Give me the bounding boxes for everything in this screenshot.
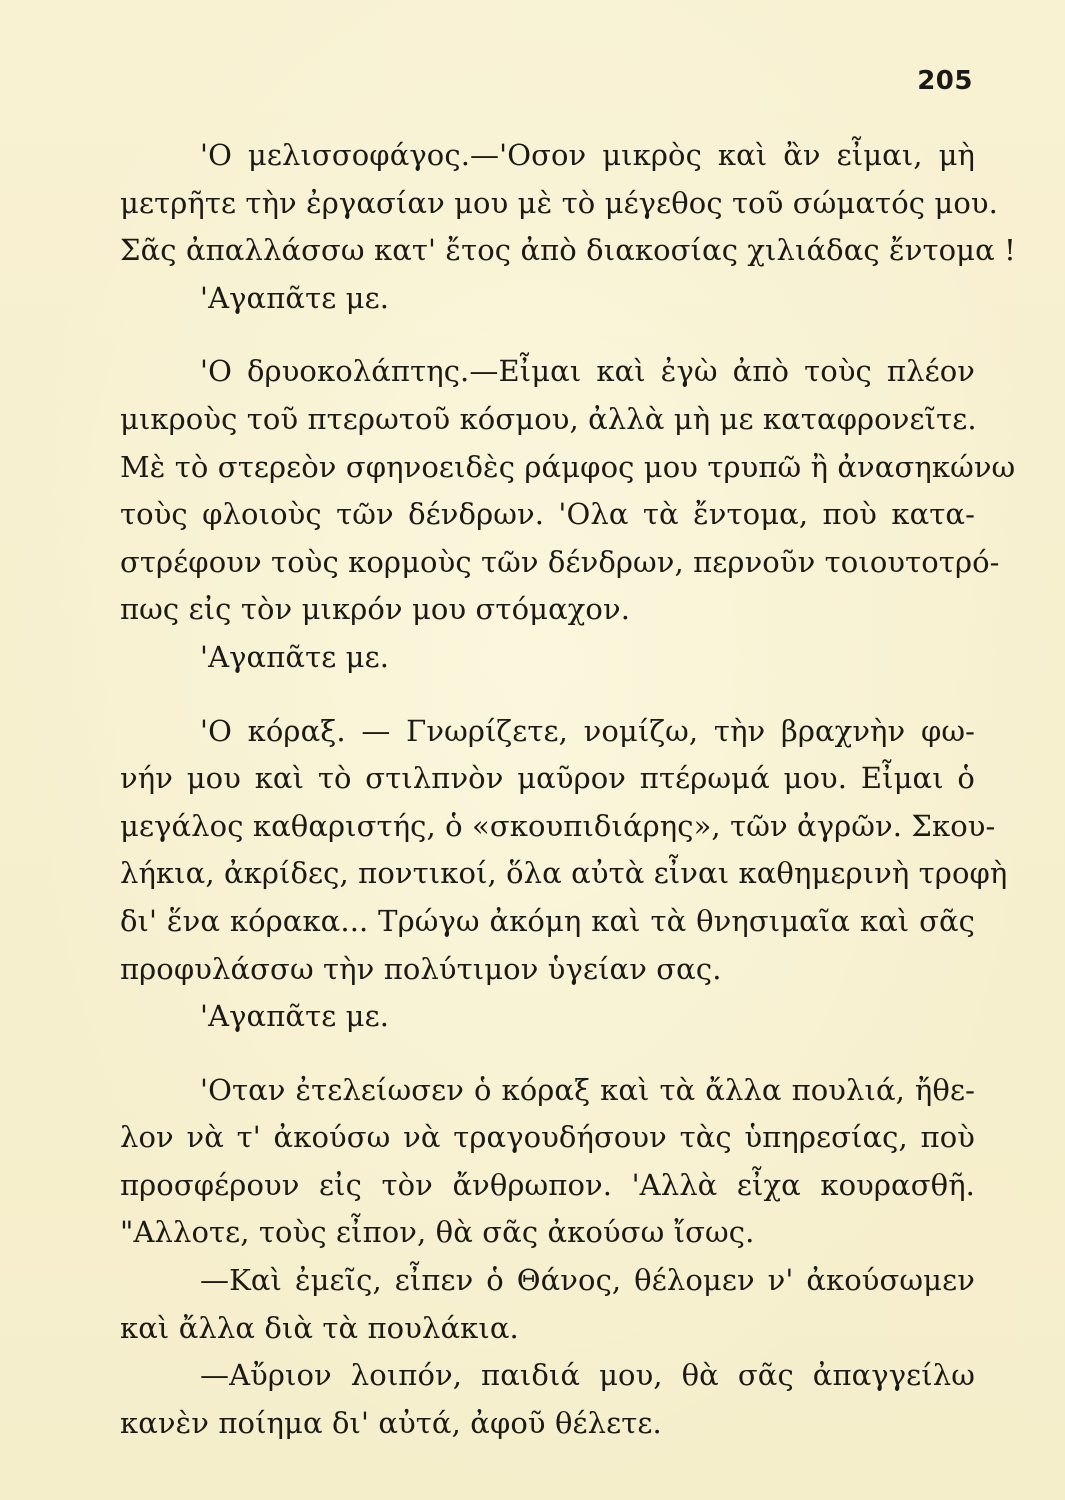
text-line: τοὺς φλοιοὺς τῶν δένδρων. 'Ολα τὰ ἔντομα, ποὺ κατα-	[120, 497, 975, 532]
text-line: στρέφουν τοὺς κορμοὺς τῶν δένδρων, περνοῦν τοιουτοτρό-	[120, 544, 1000, 579]
text-line: 'Αγαπᾶτε με.	[200, 999, 390, 1034]
text-line: —Καὶ ἐμεῖς, εἶπεν ὁ Θάνος, θέλομεν ν' ἀκούσωμεν	[200, 1263, 975, 1298]
text-line: Σᾶς ἀπαλλάσσω κατ' ἔτος ἀπὸ διακοσίας χιλιάδας ἔντομα !	[120, 233, 1016, 268]
paragraph-gap	[120, 682, 975, 708]
text-line: μεγάλος καθαριστής, ὁ «σκουπιδιάρης», τῶν ἀγρῶν. Σκου-	[120, 808, 996, 843]
text-line: προσφέρουν εἰς τὸν ἄνθρωπον. 'Αλλὰ εἶχα κουρασθῆ.	[120, 1167, 975, 1202]
text-line: 'Αγαπᾶτε με.	[200, 639, 390, 674]
text-line: δι' ἕνα κόρακα... Τρώγω ἀκόμη καὶ τὰ θνησιμαῖα καὶ σᾶς	[120, 903, 975, 938]
text-line: καὶ ἄλλα διὰ τὰ πουλάκια.	[120, 1310, 519, 1345]
text-line: Μὲ τὸ στερεὸν σφηνοειδὲς ράμφος μου τρυπῶ ἢ ἀνασηκώνω	[120, 449, 1016, 484]
text-line: προφυλάσσω τὴν πολύτιμον ὑγείαν σας.	[120, 951, 722, 986]
text-line: 'Ο μελισσοφάγος.—'Οσον μικρὸς καὶ ἂν εἶμαι, μὴ	[200, 138, 975, 172]
text-line: —Αὔριον λοιπόν, παιδιά μου, θὰ σᾶς ἀπαγγείλω	[200, 1358, 975, 1393]
text-line: λον νὰ τ' ἀκούσω νὰ τραγουδήσουν τὰς ὑπηρεσίας, ποὺ	[120, 1120, 975, 1155]
text-line: πως εἰς τὸν μικρόν μου στόμαχον.	[120, 592, 631, 627]
page-number: 205	[917, 66, 973, 96]
page-text	[120, 132, 1016, 1447]
text-line: 'Ο κόραξ. — Γνωρίζετε, νομίζω, τὴν βραχνὴν φω-	[200, 713, 975, 748]
text-line: νήν μου καὶ τὸ στιλπνὸν μαῦρον πτέρωμά μου. Εἶμαι ὁ	[120, 761, 975, 796]
text-line: 'Αγαπᾶτε με.	[200, 280, 390, 315]
text-line: 'Ο δρυοκολάπτης.—Εἶμαι καὶ ἐγὼ ἀπὸ τοὺς πλέον	[200, 354, 975, 389]
text-line: λήκια, ἀκρίδες, ποντικοί, ὅλα αὐτὰ εἶναι καθημερινὴ τροφὴ	[120, 856, 1008, 891]
text-line: μετρῆτε τὴν ἐργασίαν μου μὲ τὸ μέγεθος τοῦ σώματός μου.	[120, 185, 998, 220]
paragraph-gap	[120, 1041, 975, 1067]
text-line: "Αλλοτε, τοὺς εἶπον, θὰ σᾶς ἀκούσω ἴσως.	[120, 1215, 755, 1250]
paragraph-gap	[120, 322, 975, 348]
text-line: κανὲν ποίημα δι' αὐτά, ἀφοῦ θέλετε.	[120, 1405, 662, 1440]
text-line: 'Οταν ἐτελείωσεν ὁ κόραξ καὶ τὰ ἄλλα πουλιά, ἤθε-	[200, 1072, 975, 1107]
text-line: μικροὺς τοῦ πτερωτοῦ κόσμου, ἀλλὰ μὴ με καταφρονεῖτε.	[120, 401, 977, 436]
